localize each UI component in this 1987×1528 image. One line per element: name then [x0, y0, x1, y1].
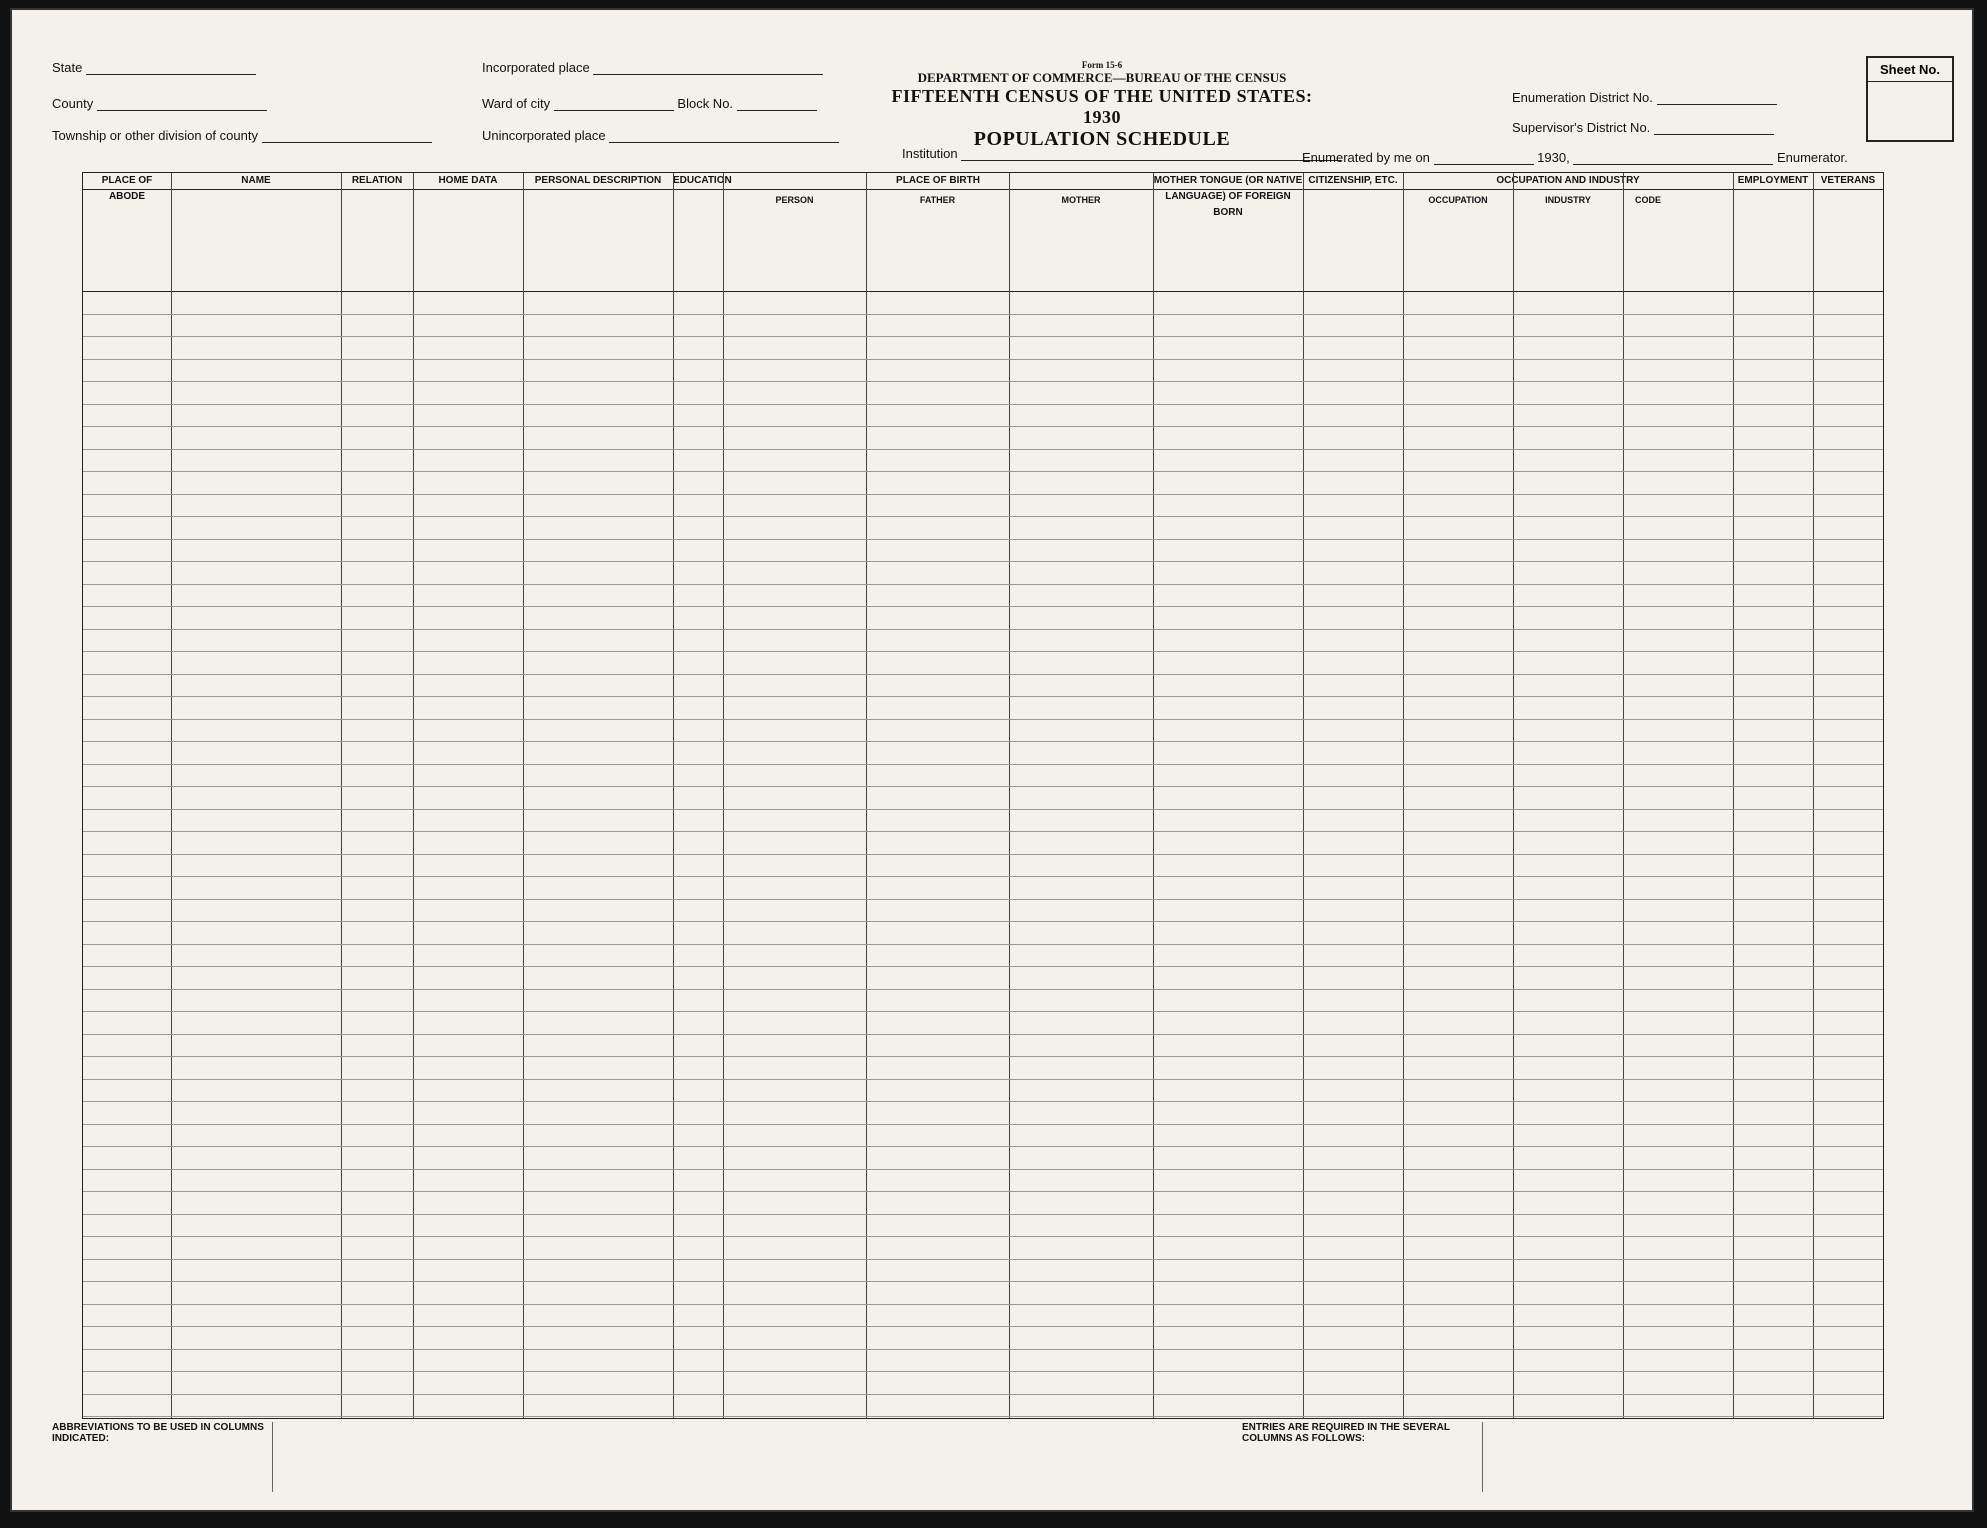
- entry-row: [83, 1056, 1883, 1080]
- ward-line: [554, 96, 674, 111]
- department-line: DEPARTMENT OF COMMERCE—BUREAU OF THE CENSUS: [917, 70, 1287, 85]
- sheet-number-label: Sheet No.: [1868, 58, 1952, 82]
- column-header-band: [83, 173, 1883, 292]
- col-code: CODE: [1634, 195, 1661, 205]
- entry-row: [83, 381, 1883, 405]
- entry-row: [83, 921, 1883, 945]
- col-father: FATHER: [919, 195, 956, 205]
- state-line: [86, 60, 256, 75]
- entry-row: [83, 516, 1883, 540]
- entry-row: [83, 1394, 1883, 1418]
- entry-row: [83, 1191, 1883, 1215]
- entry-row: [83, 1011, 1883, 1035]
- col-industry: INDUSTRY: [1545, 195, 1591, 205]
- enumerator-label: Enumerator.: [1776, 150, 1848, 165]
- enum-district-label: Enumeration District No.: [1512, 90, 1653, 105]
- enum-district-field: [1512, 90, 1777, 105]
- entry-row: [83, 1259, 1883, 1283]
- entry-row: [83, 1169, 1883, 1193]
- entries-label: ENTRIES ARE REQUIRED IN THE SEVERAL COLUMNS AS FOLLOWS:: [1242, 1422, 1483, 1492]
- entry-row: [83, 719, 1883, 743]
- census-sheet: [10, 8, 1974, 1512]
- entry-row: [83, 449, 1883, 473]
- incorporated-field: [482, 60, 823, 75]
- entry-row: [83, 966, 1883, 990]
- entry-row: [83, 899, 1883, 923]
- group-place-of-birth: PLACE OF BIRTH: [723, 173, 1153, 190]
- enumerated-date-line: [1434, 150, 1534, 165]
- entry-row: [83, 584, 1883, 608]
- entry-row: [83, 809, 1883, 833]
- entry-row: [83, 1124, 1883, 1148]
- col-mother: MOTHER: [1061, 195, 1101, 205]
- enumerated-label: Enumerated by me on: [1302, 150, 1430, 165]
- entry-row: [83, 786, 1883, 810]
- entry-row: [83, 291, 1883, 315]
- entry-row: [83, 1281, 1883, 1305]
- group-relation: RELATION: [341, 173, 413, 190]
- incorporated-label: Incorporated place: [482, 60, 590, 75]
- unincorporated-line: [609, 128, 839, 143]
- entry-row: [83, 651, 1883, 675]
- entry-row: [83, 831, 1883, 855]
- group-place-of-abode: PLACE OF ABODE: [83, 173, 171, 190]
- entry-row: [83, 336, 1883, 360]
- entry-row: [83, 1034, 1883, 1058]
- schedule-title: POPULATION SCHEDULE: [973, 128, 1231, 150]
- entry-row: [83, 606, 1883, 630]
- col-occupation: OCCUPATION: [1428, 195, 1488, 205]
- township-field: [52, 128, 472, 143]
- sheet-number-box: [1866, 56, 1954, 142]
- township-line: [262, 128, 432, 143]
- group-citizenship: CITIZENSHIP, ETC.: [1303, 173, 1403, 190]
- group-name: NAME: [171, 173, 341, 190]
- abbreviations-label: ABBREVIATIONS TO BE USED IN COLUMNS INDICATED:: [52, 1422, 273, 1492]
- entry-row: [83, 539, 1883, 563]
- entry-row: [83, 674, 1883, 698]
- township-label: Township or other division of county: [52, 128, 258, 143]
- unincorporated-label: Unincorporated place: [482, 128, 606, 143]
- entry-row: [83, 404, 1883, 428]
- census-grid: [82, 172, 1884, 1419]
- entry-row: [83, 944, 1883, 968]
- institution-field: [902, 146, 1341, 161]
- county-line: [97, 96, 267, 111]
- block-label: Block No.: [677, 96, 734, 111]
- group-personal-description: PERSONAL DESCRIPTION: [523, 173, 673, 190]
- entry-row: [83, 764, 1883, 788]
- supervisor-label: Supervisor's District No.: [1512, 120, 1651, 135]
- entry-row: [83, 1079, 1883, 1103]
- entry-row: [83, 854, 1883, 878]
- entry-row: [83, 876, 1883, 900]
- footer: [52, 1422, 1932, 1502]
- group-home-data: HOME DATA: [413, 173, 523, 190]
- entry-row: [83, 1101, 1883, 1125]
- entry-row: [83, 561, 1883, 585]
- group-education: EDUCATION: [673, 173, 723, 190]
- ward-label: Ward of city: [482, 96, 551, 111]
- entry-row: [83, 989, 1883, 1013]
- entry-row: [83, 696, 1883, 720]
- supervisor-line: [1654, 120, 1774, 135]
- enum-district-line: [1657, 90, 1777, 105]
- form-number: Form 15-6: [1081, 60, 1123, 70]
- county-field: [52, 96, 267, 111]
- form-title-block: [872, 60, 1332, 151]
- entry-row: [83, 1326, 1883, 1350]
- entry-row: [83, 359, 1883, 383]
- enumerated-field: [1302, 150, 1848, 165]
- entry-row: [83, 494, 1883, 518]
- year-suffix: 1930,: [1537, 150, 1570, 165]
- entry-row: [83, 1371, 1883, 1395]
- entry-row: [83, 426, 1883, 450]
- group-veterans: VETERANS: [1813, 173, 1883, 190]
- entry-row: [83, 471, 1883, 495]
- incorporated-line: [593, 60, 823, 75]
- entry-row: [83, 1304, 1883, 1328]
- census-title: FIFTEENTH CENSUS OF THE UNITED STATES: 1930: [891, 86, 1313, 127]
- group-employment: EMPLOYMENT: [1733, 173, 1813, 190]
- entry-row: [83, 1214, 1883, 1238]
- group-occupation: OCCUPATION AND INDUSTRY: [1403, 173, 1733, 190]
- supervisor-field: [1512, 120, 1774, 135]
- unincorporated-field: [482, 128, 839, 143]
- entry-row: [83, 629, 1883, 653]
- institution-line: [961, 146, 1341, 161]
- ward-field: [482, 96, 817, 111]
- col-person: PERSON: [775, 195, 814, 205]
- state-label: State: [52, 60, 83, 75]
- entry-row: [83, 1146, 1883, 1170]
- block-line: [737, 96, 817, 111]
- county-label: County: [52, 96, 94, 111]
- group-mother-tongue: MOTHER TONGUE (OR NATIVE LANGUAGE) OF FOREIGN BORN: [1153, 175, 1303, 218]
- enumerator-line: [1573, 150, 1773, 165]
- entry-row: [83, 1236, 1883, 1260]
- state-field: [52, 60, 256, 75]
- entry-row: [83, 314, 1883, 338]
- entry-row: [83, 1349, 1883, 1373]
- institution-label: Institution: [902, 146, 958, 161]
- entry-row: [83, 741, 1883, 765]
